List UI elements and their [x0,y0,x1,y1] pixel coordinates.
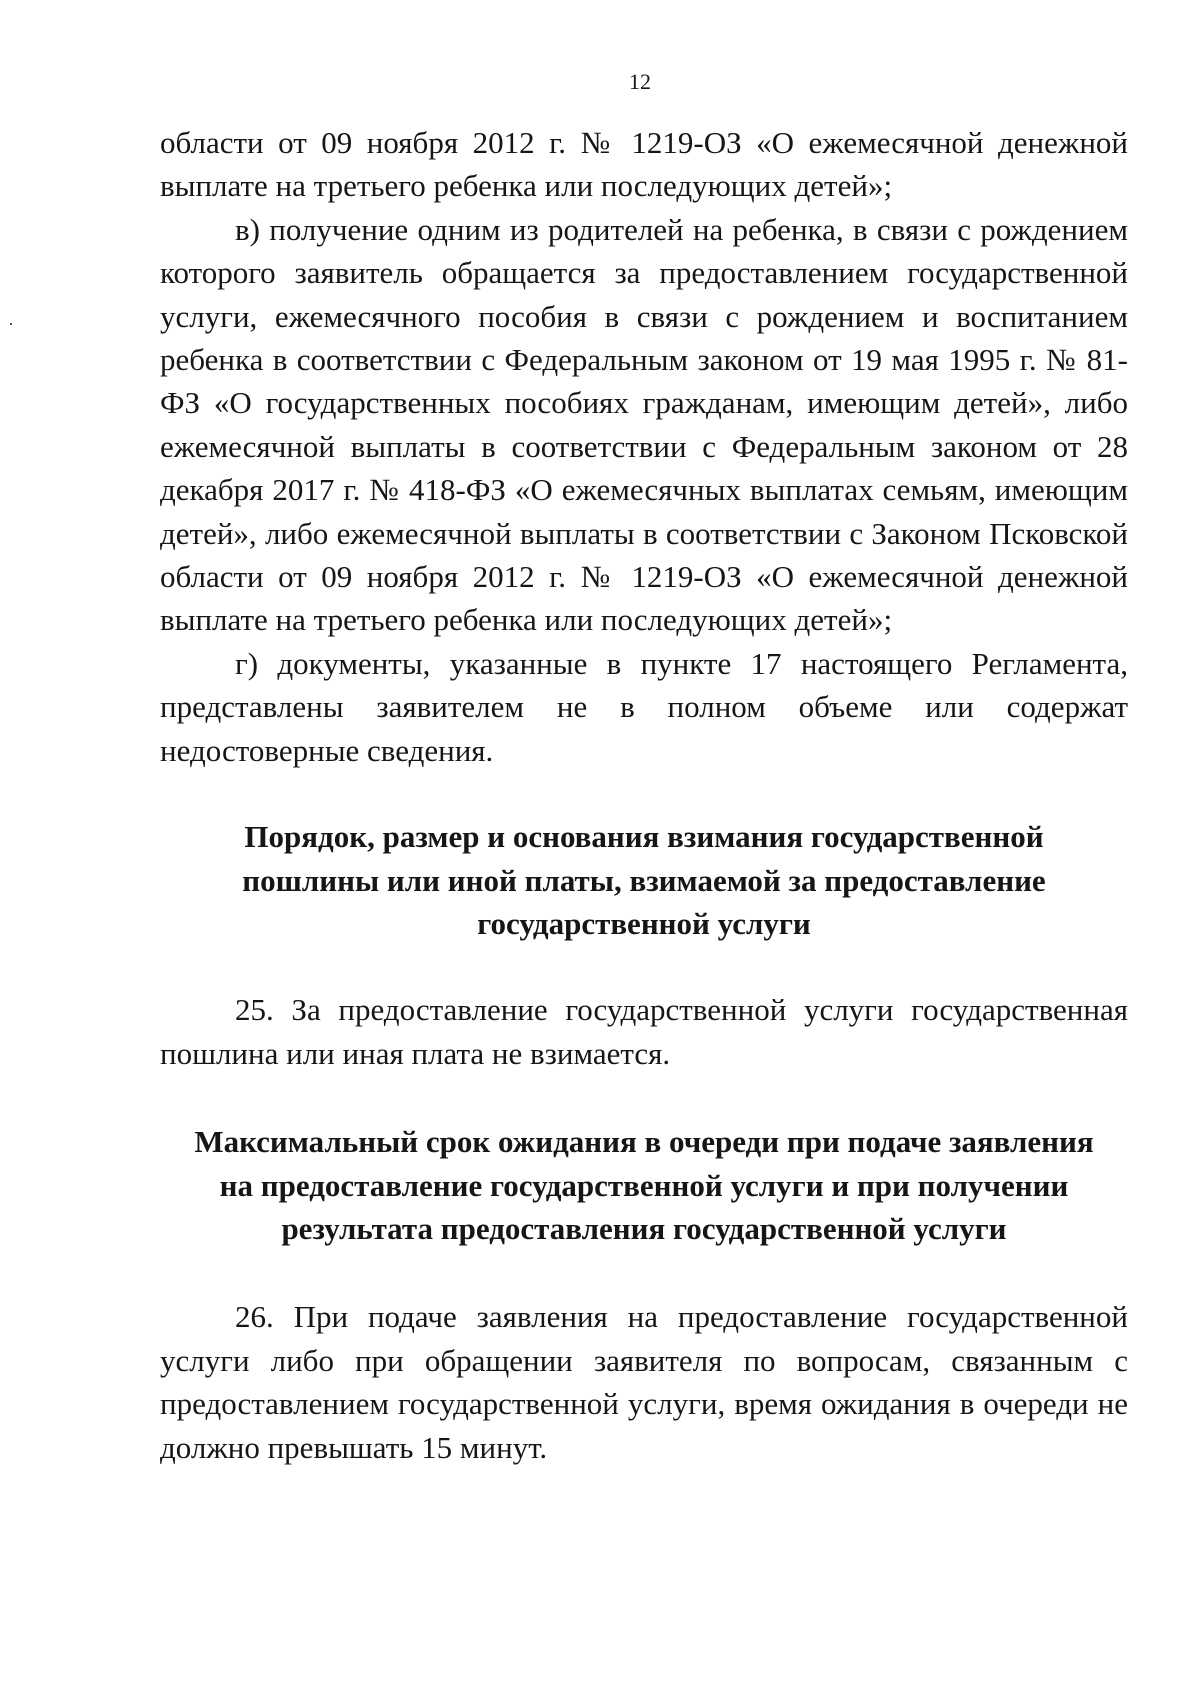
section-heading-fee: Порядок, размер и основания взимания государственной пошлины или иной платы, взимаемой за предоставление государственной услуги [242,819,1046,941]
paragraph-26: 26. При подаче заявления на предоставление государственной услуги либо при обращении заявителя по вопросам, связанным с предоставлением государственной услуги, время ожидания в очереди не должно превышать 15 минут. [160,1299,1128,1465]
paragraph-intro-continuation: области от 09 ноября 2012 г. № 1219-ОЗ «О ежемесячной денежной выплате на третьего ребенка или последующих детей»; [160,125,1128,204]
margin-mark [10,323,12,325]
page-number: 12 [629,69,651,94]
document-body [160,121,1128,1469]
paragraph-25: 25. За предоставление государственной услуги государственная пошлина или иная плата не взимается. [160,992,1128,1071]
paragraph-g: г) документы, указанные в пункте 17 настоящего Регламента, представлены заявителем не в полном объеме или содержат недостоверные сведения. [160,645,1128,768]
paragraph-v: в) получение одним из родителей на ребенка, в связи с рождением которого заявитель обращается за предоставлением государственной услуги, ежемесячного пособия в связи с рождением и воспитанием ребенка в соответствии с Федеральным законом от 19 мая 1995 г. № 81-ФЗ «О государственных пособиях гражданам, имеющим детей», либо ежемесячной выплаты в соответствии с Федеральным законом от 28 декабря 2017 г. № 418-ФЗ «О ежемесячных выплатах семьям, имеющим детей», либо ежемесячной выплаты в соответствии с Законом Псковской области от 09 ноября 2012 г. № 1219-ОЗ «О ежемесячной денежной выплате на третьего ребенка или последующих детей»; [160,211,1128,638]
section-heading-queue: Максимальный срок ожидания в очереди при подаче заявления на предоставление государственной услуги и при получении результата предоставления государственной услуги [194,1124,1094,1246]
